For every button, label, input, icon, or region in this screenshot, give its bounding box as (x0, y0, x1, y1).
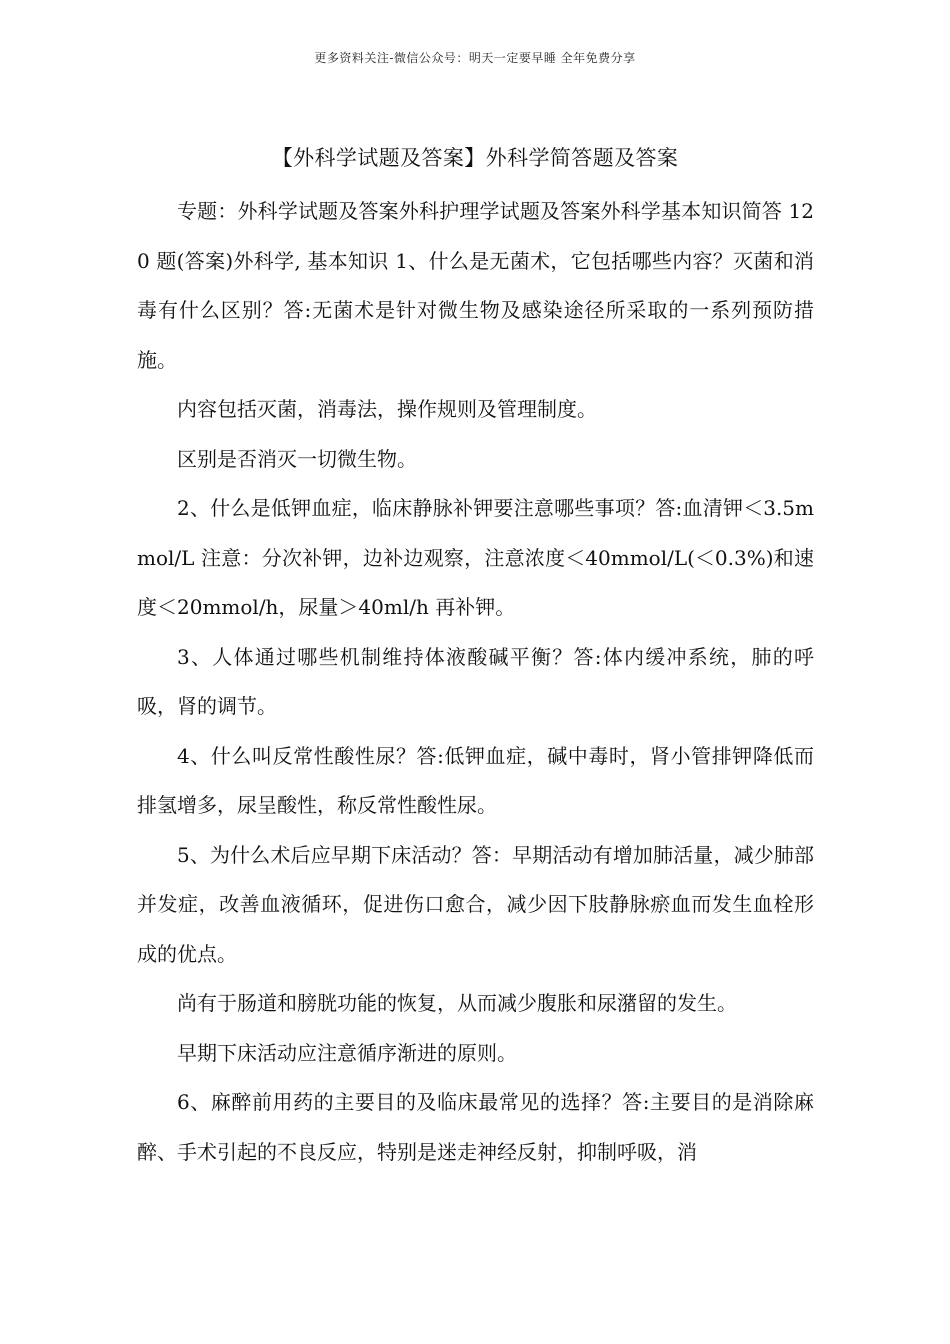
header-note: 更多资料关注-微信公众号：明天一定要早睡 全年免费分享 (314, 51, 636, 65)
paragraph-q5: 5、为什么术后应早期下床活动？答：早期活动有增加肺活量，减少肺部并发症，改善血液循环，促进伤口愈合，减少因下肢静脉瘀血而发生血栓形成的优点。 (137, 842, 814, 966)
paragraph-difference: 区别是否消灭一切微生物。 (177, 446, 417, 471)
paragraph-content: 内容包括灭菌，消毒法，操作规则及管理制度。 (177, 397, 597, 421)
paragraph-q5-principle: 早期下床活动应注意循序渐进的原则。 (177, 1040, 517, 1065)
paragraph-q5-extra: 尚有于肠道和膀胱功能的恢复，从而减少腹胀和尿潴留的发生。 (177, 991, 737, 1015)
paragraph-q4: 4、什么叫反常性酸性尿？答:低钾血症，碱中毒时，肾小管排钾降低而排氢增多，尿呈酸性，称反常性酸性尿。 (137, 743, 814, 817)
document-title: 【外科学试题及答案】外科学简答题及答案 (271, 146, 679, 170)
paragraph-q2: 2、什么是低钾血症，临床静脉补钾要注意哪些事项？答:血清钾＜3.5mmol/L 注意：分次补钾，边补边观察，注意浓度＜40mmol/L(＜0.3%)和速度＜20mmol/h，尿量＞40ml/h 再补钾。 (137, 496, 814, 619)
paragraph-intro: 专题：外科学试题及答案外科护理学试题及答案外科学基本知识简答 120 题(答案)外科学, 基本知识 1、什么是无菌术，它包括哪些内容？灭菌和消毒有什么区别？答:无菌术是针对微生物及感染途径所采取的一系列预防措施。 (137, 199, 814, 372)
paragraph-q3: 3、人体通过哪些机制维持体液酸碱平衡？答:体内缓冲系统，肺的呼吸，肾的调节。 (137, 644, 814, 718)
document-body (137, 187, 814, 1177)
paragraph-q6: 6、麻醉前用药的主要目的及临床最常见的选择？答:主要目的是消除麻醉、手术引起的不良反应，特别是迷走神经反射，抑制呼吸，消 (137, 1090, 814, 1164)
